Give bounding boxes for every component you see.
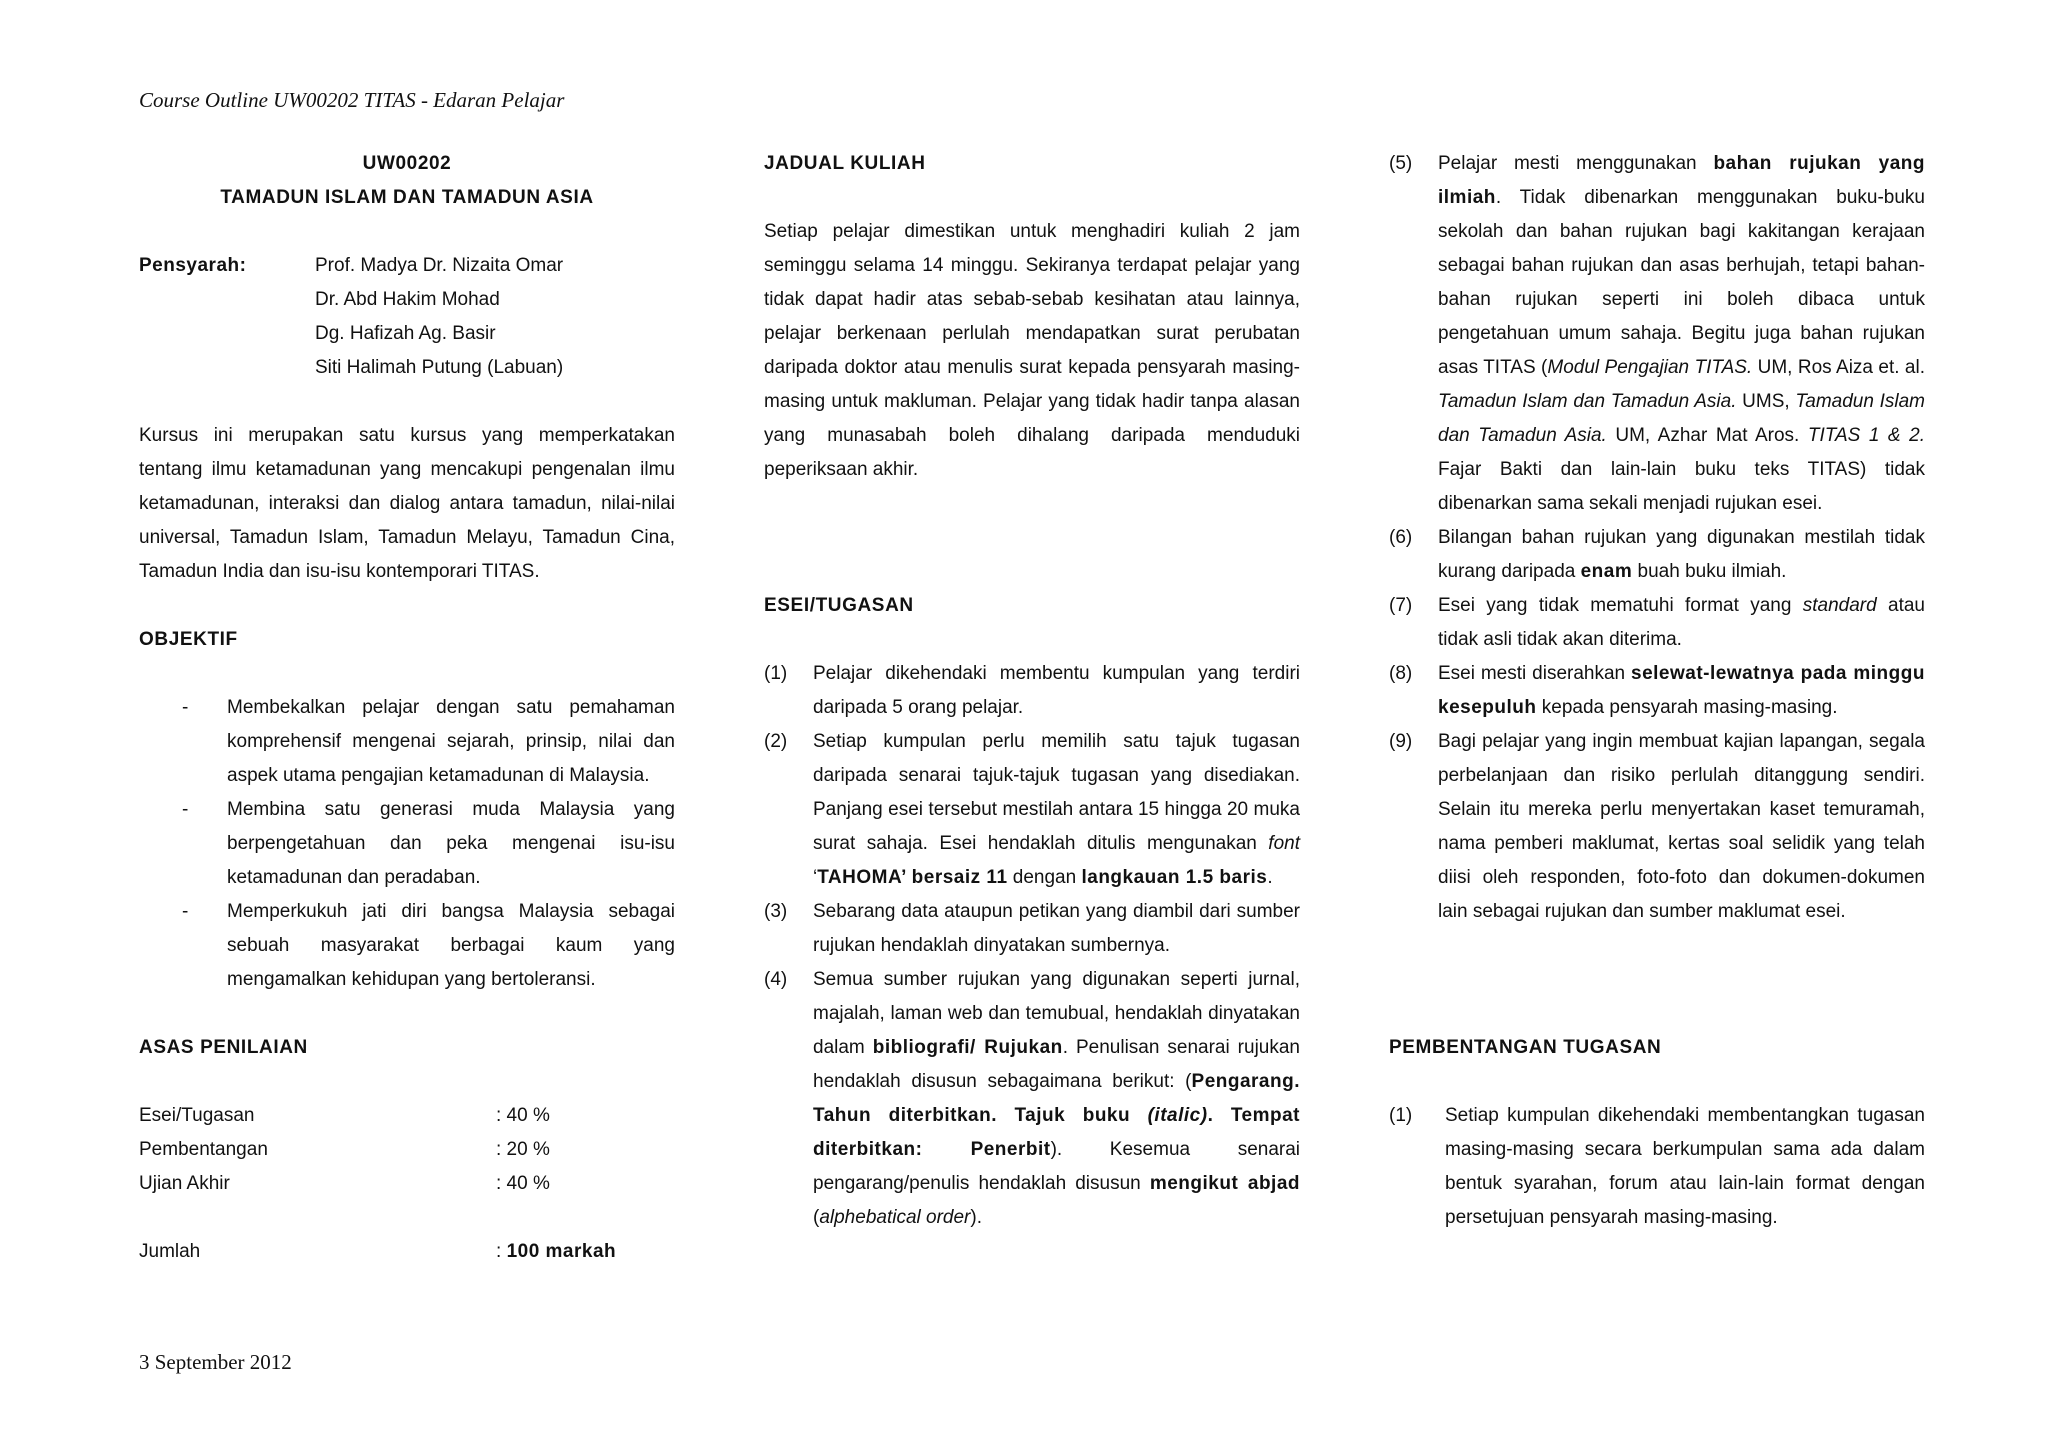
essay-rule-text: Sebarang data ataupun petikan yang diambil dari sumber rujukan hendaklah dinyatakan sumbernya. [813, 901, 1300, 956]
list-item: (1) Setiap kumpulan dikehendaki membentangkan tugasan masing-masing secara berkumpulan sama ada dalam bentuk syarahan, forum atau lain-lain format dengan persetujuan pensyarah masing-masing. [1389, 1099, 1925, 1235]
objective-text: Membekalkan pelajar dengan satu pemahaman komprehensif mengenai sejarah, prinsip, nilai dan aspek utama pengajian ketamadunan di Malaysia. [227, 697, 675, 786]
assessment-total-row [139, 1235, 675, 1269]
list-item: (1) Pelajar dikehendaki membentu kumpulan yang terdiri daripada 5 orang pelajar. [764, 657, 1300, 725]
list-item: (5) Pelajar mesti menggunakan bahan rujukan yang ilmiah. Tidak dibenarkan menggunakan buku-buku sekolah dan bahan rujukan bagi kakitangan kerajaan sebagai bahan rujukan dan asas berhujah, tetapi bahan-bahan rujukan seperti ini boleh dibaca untuk pengetahuan umum sahaja. Begitu juga bahan rujukan asas TITAS (Modul Pengajian TITAS. UM, Ros Aiza et. al. Tamadun Islam dan Tamadun Asia. UMS, Tamadun Islam dan Tamadun Asia. UM, Azhar Mat Aros. TITAS 1 & 2. Fajar Bakti dan lain-lain buku teks TITAS) tidak dibenarkan sama sekali menjadi rujukan esei. [1389, 147, 1925, 521]
assessment-table [139, 1099, 675, 1269]
objectives-heading: OBJEKTIF [139, 629, 238, 650]
page-header: Course Outline UW00202 TITAS - Edaran Pelajar [139, 88, 565, 112]
list-item: (3) Sebarang data ataupun petikan yang diambil dari sumber rujukan hendaklah dinyatakan sumbernya. [764, 895, 1300, 963]
assessment-row [139, 1167, 675, 1201]
lecturer-list [315, 249, 563, 385]
course-description: Kursus ini merupakan satu kursus yang memperkatakan tentang ilmu ketamadunan yang mencakupi pengenalan ilmu ketamadunan, interaksi dan dialog antara tamadun, nilai-nilai universal, Tamadun Islam, Tamadun Melayu, Tamadun Cina, Tamadun India dan isu-isu kontemporari TITAS. [139, 425, 675, 582]
assessment-value: : 40 % [496, 1173, 550, 1194]
list-item: (2) Setiap kumpulan perlu memilih satu tajuk tugasan daripada senarai tajuk-tajuk tugasan yang disediakan. Panjang esei tersebut mestilah antara 15 hingga 20 muka surat sahaja. Esei hendaklah ditulis mengunakan font ‘TAHOMA’ bersaiz 11 dengan langkauan 1.5 baris. [764, 725, 1300, 895]
total-label: Jumlah [139, 1241, 201, 1262]
total-value: : 100 markah [496, 1241, 617, 1262]
list-item: - Memperkukuh jati diri bangsa Malaysia sebagai sebuah masyarakat berbagai kaum yang mengamalkan kehidupan yang bertoleransi. [139, 895, 675, 997]
column-left [139, 147, 675, 1269]
essay-rule-text: Esei yang tidak mematuhi format yang standard atau tidak asli tidak akan diterima. [1438, 595, 1925, 650]
essay-rule-text: Setiap kumpulan perlu memilih satu tajuk tugasan daripada senarai tajuk-tajuk tugasan yang disediakan. Panjang esei tersebut mestilah antara 15 hingga 20 muka surat sahaja. Esei hendaklah ditulis mengunakan font ‘TAHOMA’ bersaiz 11 dengan langkauan 1.5 baris. [813, 731, 1300, 888]
list-item: (8) Esei mesti diserahkan selewat-lewatnya pada minggu kesepuluh kepada pensyarah masing-masing. [1389, 657, 1925, 725]
essay-heading: ESEI/TUGASAN [764, 595, 914, 616]
essay-list-continued [1389, 147, 1925, 929]
assessment-row [139, 1133, 675, 1167]
column-middle [764, 147, 1300, 1235]
assessment-value: : 40 % [496, 1105, 550, 1126]
assessment-value: : 20 % [496, 1139, 550, 1160]
essay-rule-text: Bagi pelajar yang ingin membuat kajian lapangan, segala perbelanjaan dan risiko perlulah ditanggung sendiri. Selain itu mereka perlu menyertakan kaset temuramah, nama pemberi maklumat, kertas soal selidik yang telah diisi oleh responden, foto-foto dan dokumen-dokumen lain sebagai rujukan dan sumber maklumat esei. [1438, 731, 1925, 922]
lecturer-label: Pensyarah: [139, 255, 247, 276]
objective-text: Memperkukuh jati diri bangsa Malaysia sebagai sebuah masyarakat berbagai kaum yang mengamalkan kehidupan yang bertoleransi. [227, 901, 675, 990]
list-item: - Membekalkan pelajar dengan satu pemahaman komprehensif mengenai sejarah, prinsip, nilai dan aspek utama pengajian ketamadunan di Malaysia. [139, 691, 675, 793]
assessment-label: Pembentangan [139, 1139, 268, 1160]
assessment-label: Ujian Akhir [139, 1173, 230, 1194]
schedule-heading: JADUAL KULIAH [764, 153, 926, 174]
assessment-label: Esei/Tugasan [139, 1105, 255, 1126]
list-item: (9) Bagi pelajar yang ingin membuat kajian lapangan, segala perbelanjaan dan risiko perlulah ditanggung sendiri. Selain itu mereka perlu menyertakan kaset temuramah, nama pemberi maklumat, kertas soal selidik yang telah diisi oleh responden, foto-foto dan dokumen-dokumen lain sebagai rujukan dan sumber maklumat esei. [1389, 725, 1925, 929]
essay-rule-text: Esei mesti diserahkan selewat-lewatnya pada minggu kesepuluh kepada pensyarah masing-masing. [1438, 663, 1925, 718]
objectives-list [139, 691, 675, 997]
presentation-list [1389, 1099, 1925, 1235]
list-item: - Membina satu generasi muda Malaysia yang berpengetahuan dan peka mengenai isu-isu ketamadunan dan peradaban. [139, 793, 675, 895]
course-code: UW00202 [362, 153, 452, 174]
essay-rule-text: Pelajar dikehendaki membentu kumpulan yang terdiri daripada 5 orang pelajar. [813, 663, 1300, 718]
essay-rule-text: Semua sumber rujukan yang digunakan seperti jurnal, majalah, laman web dan temubual, hendaklah dinyatakan dalam bibliografi/ Rujukan. Penulisan senarai rujukan hendaklah disusun sebagaimana berikut: (Pengarang. Tahun diterbitkan. Tajuk buku (italic). Tempat diterbitkan: Penerbit). Kesemua senarai pengarang/penulis hendaklah disusun mengikut abjad (alphebatical order). [813, 969, 1301, 1228]
lecturer-name: Dr. Abd Hakim Mohad [315, 289, 500, 310]
list-item: (6) Bilangan bahan rujukan yang digunakan mestilah tidak kurang daripada enam buah buku ilmiah. [1389, 521, 1925, 589]
lecturer-name: Siti Halimah Putung (Labuan) [315, 357, 564, 378]
list-item: (4) Semua sumber rujukan yang digunakan seperti jurnal, majalah, laman web dan temubual, hendaklah dinyatakan dalam bibliografi/ Rujukan. Penulisan senarai rujukan hendaklah disusun sebagaimana berikut: (Pengarang. Tahun diterbitkan. Tajuk buku (italic). Tempat diterbitkan: Penerbit). Kesemua senarai pengarang/penulis hendaklah disusun mengikut abjad (alphebatical order). [764, 963, 1300, 1235]
lecturer-name: Dg. Hafizah Ag. Basir [315, 323, 496, 344]
presentation-heading: PEMBENTANGAN TUGASAN [1389, 1037, 1662, 1058]
assessment-row [139, 1099, 675, 1133]
essay-rule-text: Bilangan bahan rujukan yang digunakan mestilah tidak kurang daripada enam buah buku ilmiah. [1438, 527, 1925, 582]
assessment-heading: ASAS PENILAIAN [139, 1037, 308, 1058]
lecturer-name: Prof. Madya Dr. Nizaita Omar [315, 255, 564, 276]
lecturer-section [139, 249, 675, 385]
essay-list [764, 657, 1300, 1235]
course-title: TAMADUN ISLAM DAN TAMADUN ASIA [220, 187, 594, 208]
objective-text: Membina satu generasi muda Malaysia yang berpengetahuan dan peka mengenai isu-isu ketamadunan dan peradaban. [227, 799, 675, 888]
essay-rule-text: Pelajar mesti menggunakan bahan rujukan yang ilmiah. Tidak dibenarkan menggunakan buku-buku sekolah dan bahan rujukan bagi kakitangan kerajaan sebagai bahan rujukan dan asas berhujah, tetapi bahan-bahan rujukan seperti ini boleh dibaca untuk pengetahuan umum sahaja. Begitu juga bahan rujukan asas TITAS (Modul Pengajian TITAS. UM, Ros Aiza et. al. Tamadun Islam dan Tamadun Asia. UMS, Tamadun Islam dan Tamadun Asia. UM, Azhar Mat Aros. TITAS 1 & 2. Fajar Bakti dan lain-lain buku teks TITAS) tidak dibenarkan sama sekali menjadi rujukan esei. [1438, 153, 1926, 514]
list-item: (7) Esei yang tidak mematuhi format yang standard atau tidak asli tidak akan diterima. [1389, 589, 1925, 657]
column-right [1389, 147, 1925, 1235]
page-footer-date: 3 September 2012 [139, 1350, 292, 1374]
presentation-rule-text: Setiap kumpulan dikehendaki membentangkan tugasan masing-masing secara berkumpulan sama ada dalam bentuk syarahan, forum atau lain-lain format dengan persetujuan pensyarah masing-masing. [1445, 1105, 1925, 1228]
schedule-text: Setiap pelajar dimestikan untuk menghadiri kuliah 2 jam seminggu selama 14 minggu. Sekiranya terdapat pelajar yang tidak dapat hadir atas sebab-sebab kesihatan atau lainnya, pelajar berkenaan perlulah mendapatkan surat perubatan daripada doktor atau menulis surat kepada pensyarah masing-masing untuk makluman. Pelajar yang tidak hadir tanpa alasan yang munasabah boleh dihalang daripada menduduki peperiksaan akhir. [764, 221, 1300, 480]
